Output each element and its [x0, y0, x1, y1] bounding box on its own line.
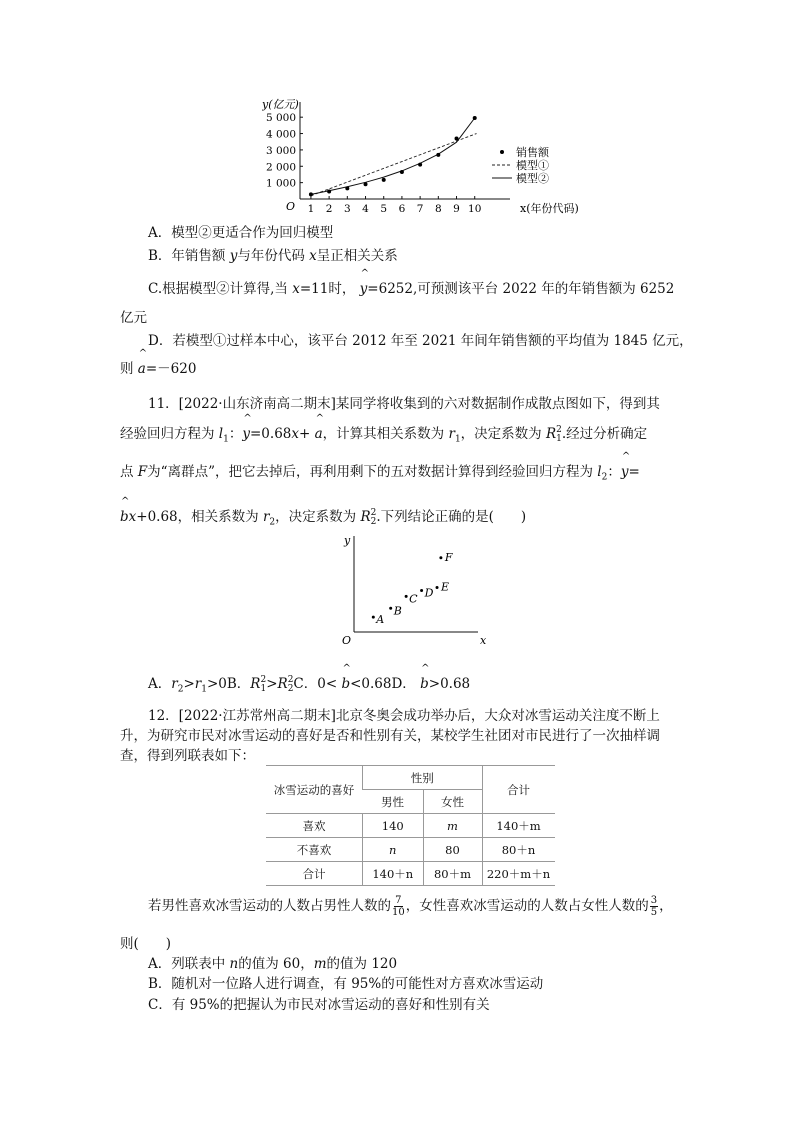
- y-tick-label: 5 000: [265, 112, 296, 125]
- q11-l2-R1-sub: 1: [556, 433, 562, 444]
- q12-then-text: 则( ): [120, 936, 172, 952]
- q12-then: [120, 932, 171, 952]
- contingency-table: [266, 765, 555, 886]
- point-label: F: [444, 550, 453, 564]
- q11-l2-sub: 2: [601, 472, 608, 483]
- legend-marker-sales: [500, 150, 504, 154]
- x-tick-label: 10: [468, 203, 482, 215]
- q11-l1-sub: 1: [223, 434, 229, 445]
- model2-curve: [311, 118, 475, 194]
- q10-option-c-cont: [120, 306, 147, 326]
- legend-label-sales: 销售额: [516, 146, 549, 159]
- q11-l4-post: .下列结论正确的是( ): [376, 509, 527, 525]
- table-cell: 140＋m: [482, 814, 555, 838]
- q11-opt-b-R2-sub: 2: [287, 683, 294, 694]
- y-tick-label: 1 000: [265, 177, 296, 190]
- q10-c-line2: 亿元: [120, 310, 147, 326]
- scatter-point: [420, 589, 423, 592]
- table-cell: 80＋m: [423, 862, 482, 886]
- x-tick-label: 6: [398, 203, 406, 215]
- q12-option-a: [148, 952, 397, 972]
- point-label: A: [376, 613, 385, 627]
- q11-opt-a-r1: r: [194, 676, 202, 692]
- q11-opt-a-post: >0B．: [206, 676, 251, 692]
- q10-b-var-y: y: [229, 248, 238, 264]
- scatter-point: [436, 586, 439, 589]
- point-label: E: [441, 580, 450, 594]
- q12-stmt-post: ，: [659, 898, 673, 914]
- point-label: D: [424, 586, 434, 600]
- x-tick-label: 4: [362, 203, 369, 215]
- q11-line1: [148, 392, 660, 412]
- table-cell: 80: [423, 838, 482, 862]
- data-point: [400, 170, 404, 174]
- q10-option-d: [148, 329, 693, 349]
- q11-l4-r2: r: [262, 509, 270, 525]
- x-tick-label: 5: [380, 203, 388, 215]
- q10-d-ahat: ^ a: [138, 361, 146, 377]
- sales-chart: [262, 94, 592, 220]
- q12-line1-text: 12．[2022·江苏常州高二期末]北京冬奥会成功举办后，大众对冰雪运动关注度不断上: [148, 708, 660, 724]
- x-axis-label: x(年份代码): [520, 202, 579, 215]
- scatter-chart-plot: [342, 534, 486, 647]
- scatter-point: [389, 607, 392, 610]
- table-cell: 不喜欢: [266, 838, 363, 862]
- q11-l2-plus: +: [299, 426, 315, 442]
- data-point: [345, 186, 349, 190]
- x-tick-label: 7: [416, 203, 424, 215]
- q11-l2-r1: r: [448, 426, 455, 442]
- q11-opt-a-label: A．: [148, 676, 172, 692]
- q10-b-text-mid: 与年份代码: [237, 248, 310, 264]
- q12-opt-a-pre: A．列联表中: [148, 956, 230, 972]
- q12-line2-text: 升，为研究市民对冰雪运动的喜好是否和性别有关，某校学生社团对市民进行了一次抽样调: [120, 728, 660, 744]
- point-label: B: [393, 604, 402, 618]
- q12-option-c: [148, 993, 490, 1013]
- table-cell: 140＋n: [363, 862, 424, 886]
- data-point: [418, 163, 422, 167]
- table-row: [266, 814, 555, 838]
- q12-opt-a-post: 的值为 120: [326, 956, 398, 972]
- fraction-3-5: [650, 895, 658, 918]
- y-axis-label: y: [344, 534, 351, 547]
- q10-option-a-text: A．模型②更适合作为回归模型: [148, 225, 334, 241]
- q10-b-text: B．年销售额: [148, 248, 230, 264]
- y-tick-label: 2 000: [265, 161, 296, 174]
- data-point: [327, 189, 331, 193]
- q12-option-b: [148, 972, 543, 992]
- q11-opt-a-r2-sub: 2: [177, 684, 184, 695]
- x-axis-label: x: [480, 634, 486, 647]
- q12-stmt-pre: 若男性喜欢冰雪运动的人数占男性人数的: [148, 898, 391, 914]
- table-cell: 喜欢: [266, 814, 363, 838]
- q11-options: [148, 672, 470, 695]
- data-point: [473, 116, 477, 120]
- q11-opt-b-R1: R: [250, 676, 261, 692]
- scatter-point: [405, 595, 408, 598]
- x-tick-label: 9: [453, 203, 460, 215]
- data-point: [309, 192, 313, 196]
- table-cell: 220＋m＋n: [482, 862, 555, 886]
- scatter-chart: [336, 532, 486, 648]
- q11-l2-eq: =0.68: [250, 426, 292, 442]
- q11-l4-mid2: ，决定系数为: [275, 509, 361, 525]
- q11-line1-text: 11．[2022·山东济南高二期末]某同学将收集到的六对数据制作成散点图如下，得到其: [148, 396, 660, 412]
- q11-opt-b-gt: >: [266, 676, 278, 692]
- y-axis-label: y(亿元): [262, 98, 299, 111]
- scatter-point: [439, 556, 442, 559]
- q10-b-var-x: x: [309, 248, 317, 264]
- q12-opt-c-text: C．有 95%的把握认为市民对冰雪运动的喜好和性别有关: [148, 997, 490, 1013]
- q12-stmt-mid: ，女性喜欢冰雪运动的人数占女性人数的: [405, 898, 649, 914]
- q10-d-line1: D．若模型①过样本中心，该平台 2012 年至 2021 年间年销售额的平均值为 1845 亿元，: [148, 333, 693, 349]
- frac1-num: 7: [395, 895, 402, 906]
- q11-opt-b-R2: R: [277, 676, 288, 692]
- origin-label: O: [342, 634, 352, 647]
- data-point: [382, 178, 386, 182]
- q11-opt-c-post: <0.68D．: [350, 676, 416, 692]
- q12-line2: [120, 724, 660, 744]
- table-corner: 冰雪运动的喜好: [266, 766, 363, 814]
- data-point: [455, 136, 459, 140]
- q10-c-var-x: x: [292, 281, 300, 297]
- q10-option-d-cont: [120, 357, 196, 377]
- q11-l2-post1: ，计算其相关系数为: [322, 426, 449, 442]
- q12-opt-a-m: m: [313, 956, 327, 972]
- q11-l2-pre: 经验回归方程为: [120, 426, 219, 442]
- frac1-den: 10: [392, 907, 405, 918]
- q11-opt-b-R1-sub: 1: [260, 683, 267, 694]
- q11-l2-post2: ，决定系数为: [460, 426, 546, 442]
- q10-option-a: [148, 221, 333, 241]
- q11-l2-ahat: ^ a: [315, 426, 323, 442]
- sales-chart-plot: [262, 98, 579, 215]
- q10-d-pre: 则: [120, 361, 138, 377]
- q11-l3-F: F: [137, 464, 148, 480]
- table-gender-header: 性别: [363, 766, 483, 790]
- q11-opt-d-post: >0.68: [428, 676, 471, 692]
- q11-l2-x: x: [291, 426, 299, 442]
- q11-opt-a-r1-sub: 1: [201, 684, 207, 695]
- q11-l2-R1-sup: 2: [556, 424, 562, 435]
- q11-l4-R2-sub: 2: [370, 516, 377, 527]
- q11-line2: [120, 422, 647, 445]
- q11-l3-mid: 为“离群点”，把它去掉后，再利用剩下的五对数据计算得到经验回归方程为: [147, 464, 598, 480]
- table-cell: n: [363, 838, 424, 862]
- q12-opt-a-mid: 的值为 60，: [238, 956, 314, 972]
- q11-l4-mid: +0.68，相关系数为: [136, 509, 263, 525]
- x-tick-label: 3: [343, 203, 351, 215]
- q11-l3-colon: ：: [607, 464, 621, 480]
- x-tick-label: 8: [434, 203, 442, 215]
- q11-opt-a-gt: >: [183, 676, 195, 692]
- data-point: [364, 182, 368, 186]
- q10-c-yhat: ^ y: [360, 281, 368, 297]
- q11-l2-r1-sub: 1: [454, 434, 461, 445]
- q11-opt-a-r2: r: [171, 676, 178, 692]
- q11-l2-yhat: ^ y: [242, 426, 250, 442]
- frac2-num: 3: [650, 895, 658, 906]
- q12-line3-text: 查，得到列联表如下：: [120, 748, 255, 764]
- q12-opt-a-n: n: [229, 956, 239, 972]
- q11-opt-b-R2-sup: 2: [287, 674, 294, 685]
- point-label: C: [409, 592, 418, 606]
- q11-l4-R2: R: [360, 509, 371, 525]
- y-tick-label: 3 000: [265, 144, 296, 157]
- q10-option-c: [148, 277, 674, 297]
- q10-c-eq: =11时，: [299, 281, 356, 297]
- q11-l3-eq: =: [628, 464, 640, 480]
- q12-opt-b-text: B．随机对一位路人进行调查，有 95%的可能性对方喜欢冰雪运动: [148, 976, 544, 992]
- q11-line4: [120, 505, 526, 528]
- model1-line: [311, 134, 477, 196]
- table-row: [266, 862, 555, 886]
- q11-l4-r2-sub: 2: [269, 517, 276, 528]
- fraction-7-10: [392, 895, 405, 918]
- scatter-point: [372, 616, 375, 619]
- table-female-header: 女性: [423, 790, 482, 814]
- q11-opt-b-R1-sup: 2: [260, 674, 267, 685]
- table-cell: 合计: [266, 862, 363, 886]
- q10-option-b: [148, 244, 398, 264]
- q10-c-text: C.根据模型②计算得,当: [148, 281, 293, 297]
- q11-l2-colon: ：: [228, 426, 243, 442]
- legend-label-model2: 模型②: [516, 172, 549, 185]
- q11-l1: l: [218, 426, 224, 442]
- q11-l2-R1: R: [545, 426, 557, 442]
- q11-l2-post3: .经过分析确定: [561, 426, 648, 442]
- q11-opt-c-bhat: ^ b: [341, 676, 350, 692]
- x-tick-label: 2: [325, 203, 333, 215]
- q10-c-text-end: =6252,可预测该平台 2022 年的年销售额为 6252: [367, 281, 675, 297]
- y-tick-label: 4 000: [265, 128, 296, 141]
- q12-statement: [148, 894, 673, 918]
- q11-opt-c-pre: C．0<: [293, 676, 342, 692]
- q11-l4-bhat: ^ b: [120, 509, 129, 525]
- q11-l3-pre: 点: [120, 464, 138, 480]
- table-cell: 80＋n: [482, 838, 555, 862]
- table-total-header: 合计: [482, 766, 555, 814]
- q12-line3: [120, 744, 255, 764]
- frac2-den: 5: [650, 907, 658, 918]
- table-cell: 140: [363, 814, 424, 838]
- q11-l3-yhat: ^ y: [621, 464, 629, 480]
- q11-l4-x: x: [128, 509, 137, 525]
- data-point: [436, 153, 440, 157]
- legend-label-model1: 模型①: [516, 159, 549, 172]
- q10-b-text-end: 呈正相关关系: [316, 248, 398, 264]
- table-male-header: 男性: [363, 790, 424, 814]
- q10-d-value: =－620: [145, 361, 197, 377]
- x-tick-label: 1: [307, 203, 315, 215]
- q11-l2: l: [597, 464, 602, 480]
- q11-l4-R2-sup: 2: [370, 507, 377, 518]
- q11-line3: [120, 460, 640, 483]
- table-row: [266, 838, 555, 862]
- origin-label: O: [286, 200, 296, 213]
- q12-line1: [148, 704, 660, 724]
- q11-opt-d-bhat: ^ b: [420, 676, 429, 692]
- table-cell: m: [423, 814, 482, 838]
